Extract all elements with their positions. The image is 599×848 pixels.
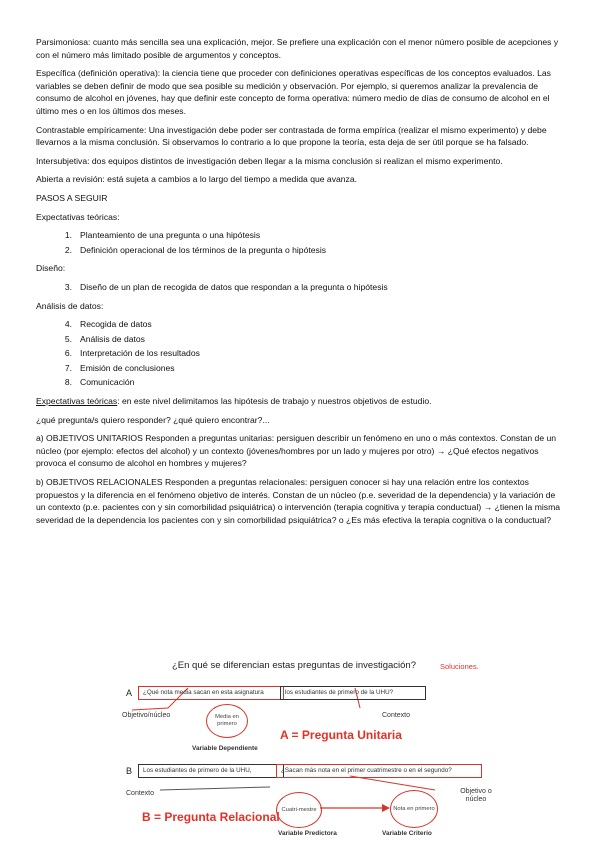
variable-dependiente-label: Variable Dependiente [192,745,258,752]
analisis-heading: Análisis de datos: [36,300,104,311]
question-line: ¿qué pregunta/s quiero responder? ¿qué quiero encontrar?... [36,414,270,425]
pasos-heading: PASOS A SEGUIR [36,192,108,203]
list-item: 4. Recogida de datos [64,319,152,330]
paragraph-contrastable: Contrastable empíricamente: Una investigación debe poder ser contrastada de forma empírica (realizar el mismo experimento) y debe llevarnos a la misma conclusión. Si observamos lo contrario a lo que propone la teoría, esta deja de ser útil porque se ha falsado. [36,124,547,148]
paragraph-intersubjetiva: Intersubjetiva: dos equipos distintos de investigación deben llegar a la misma conclusión si realizan el mismo experimento. [36,155,503,166]
list-item: 6. Interpretación de los resultados [64,348,200,359]
contexto-b-label: Contexto [126,790,155,797]
cuatrimestre-ellipse: Cuatri-mestre [276,792,322,828]
variable-predictora-label: Variable Predictora [278,830,337,837]
pregunta-unitaria-label: A = Pregunta Unitaria [280,728,402,742]
expectativas-term: Expectativas teóricas [36,396,118,407]
diseno-list [36,281,564,294]
contexto-a-label: Contexto [382,712,411,719]
list-item: 1. Planteamiento de una pregunta o una hipótesis [64,230,261,241]
paragraph-objetivos-relacionales: b) OBJETIVOS RELACIONALES Responden a preguntas relacionales: persiguen conocer si hay una relación entre los contextos propuestos y la diferencia en el fenómeno objetivo de interés. Constan de un núcleo (p.e. severidad de la dependencia) y la variación de un contexto (p.e. pacientes con y sin comorbilidad psiquiátrica) o intervención (terapia cognitiva y terapia conductual) → ¿tienen la misma severidad de la dependencia los pacientes con y sin comorbilidad psiquiátrica? o ¿Es más efectiva la terapia cognitiva o la conductual? [36,477,561,525]
expectativas-heading: Expectativas teóricas: [36,211,120,222]
expectativas-definition: Expectativas teóricas: en este nivel delimitamos las hipótesis de trabajo y nuestros objetivos de estudio. [36,396,432,407]
paragraph-especifica: Específica (definición operativa): la ciencia tiene que proceder con definiciones operativas específicas de los conceptos evaluados. Las variables se deben definir de modo que sea posible su medición y observación. Por ejemplo, si queremos analizar la prevalencia de consumo de alcohol en jóvenes, hay que definir este concepto de forma operativa: número medio de días de consumo de alcohol en el último mes o en los últimos dos meses. [36,68,551,116]
list-item: 2. Definición operacional de los términos de la pregunta o hipótesis [64,244,327,255]
variable-criterio-label: Variable Criterio [382,830,432,837]
document-body [36,36,564,532]
expectativas-list [36,229,564,256]
diseno-heading: Diseño: [36,263,66,274]
question-b-box-core: ¿Sacan más nota en el primer cuatrimestre o en el segundo? [276,764,482,778]
pregunta-relacional-label: B = Pregunta Relacional [142,810,280,824]
analisis-list [36,318,564,389]
paragraph-objetivos-unitarios: a) OBJETIVOS UNITARIOS Responden a preguntas unitarias: persiguen describir un fenómeno en uno o más contextos. Constan de un núcleo (por ejemplo: efectos del alcohol) y un contexto (jóvenes/hombres por un lado y mujeres por otro) → ¿Qué efectos negativos provoca el consumo de alcohol en hombres y mujeres? [36,433,557,469]
list-item: 8. Comunicación [64,377,135,388]
media-en-primero-ellipse: Media en primero [206,704,248,738]
question-a-box-core: ¿Qué nota media sacan en esta asignatura [138,686,284,700]
paragraph-abierta: Abierta a revisión: está sujeta a cambios a lo largo del tiempo a medida que avanza. [36,174,358,185]
question-b-box-context: Los estudiantes de primero de la UHU, [138,764,284,778]
solutions-label: Soluciones. [440,662,479,671]
list-item: 7. Emisión de conclusiones [64,362,175,373]
research-questions-figure [120,660,500,842]
question-a-box-context: los estudiantes de primero de la UHU? [280,686,426,700]
list-item: 3. Diseño de un plan de recogida de datos que respondan a la pregunta o hipótesis [64,281,388,292]
figure-title: ¿En qué se diferencian estas preguntas de investigación? [172,660,416,671]
list-item: 5. Análisis de datos [64,333,145,344]
question-b-letter: B [126,766,133,776]
paragraph-parsimoniosa: Parsimoniosa: cuanto más sencilla sea una explicación, mejor. Se prefiere una explicación con el menor número posible de acepciones y con el número más limitado posible de argumentos y conceptos. [36,37,559,60]
question-a-letter: A [126,688,133,698]
objetivo-nucleo-a-label: Objetivo/núcleo [122,712,171,719]
nota-en-primero-ellipse: Nota en primero [390,790,438,828]
objetivo-nucleo-b-label: Objetivo o núcleo [460,788,492,803]
